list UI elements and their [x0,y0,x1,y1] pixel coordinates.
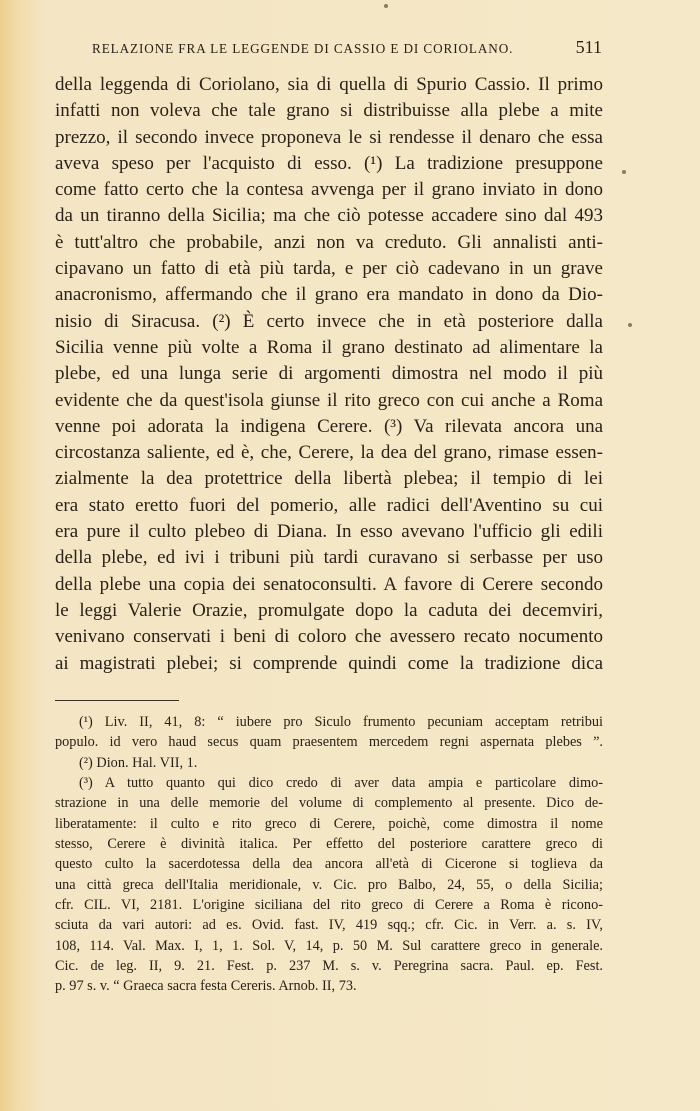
footnote-line: Cic. de leg. II, 9. 21. Fest. p. 237 M. s. v. Peregrina sacra. Paul. ep. Fest. [55,958,603,975]
footnote-2: (²) Dion. Hal. VII, 1. [79,754,198,771]
body-line: plebe, ed una lunga serie di argomenti dimostra nel modo il più [55,363,603,385]
body-line: cipavano un fatto di età più tarda, e per ciò cadevano in un grave [55,258,603,280]
body-line: aveva speso per l'acquisto di esso. (¹) La tradizione presuppone [55,152,603,174]
page-header [92,37,602,61]
footnote-line: populo. id vero haud secus quam praesentem mercedem regni aspernata plebes ”. [55,734,603,751]
body-line: ai magistrati plebei; si comprende quindi come la tradizione dica [55,652,603,674]
page-number: 511 [575,37,602,57]
footnote-3: (³) A tutto quanto qui dico credo di aver data ampia e particolare dimo- [79,775,603,792]
paper-speck [628,323,632,327]
body-line: zialmente la dea protettrice della libertà plebea; il tempio di lei [55,468,603,490]
body-line: evidente che da quest'isola giunse il rito greco con cui anche a Roma [55,389,603,411]
body-line: della leggenda di Coriolano, sia di quella di Spurio Cassio. Il primo [55,74,603,95]
body-line: circostanza saliente, ed è, che, Cerere, la dea del grano, rimase essen- [55,442,603,464]
body-line: anacronismo, affermando che il grano era mandato in dono da Dio- [55,284,603,306]
paper-speck [384,4,388,8]
body-line: era pure il culto plebeo di Diana. In esso avevano l'ufficio gli edili [55,521,603,543]
paper-speck [622,170,626,174]
footnote-rule [55,700,179,701]
body-line: da un tiranno della Sicilia; ma che ciò potesse accadere sino dal 493 [55,205,603,227]
body-text [55,72,603,677]
footnote-line: sciuta da vari autori: ad es. Ovid. fast. IV, 419 sqq.; cfr. Cic. in Verr. a. s. IV, [55,917,603,934]
body-line: era stato eretto fuori del pomerio, alle radici dell'Aventino su cui [55,494,603,516]
body-line: è tutt'altro che probabile, anzi non va creduto. Gli annalisti anti- [55,231,603,253]
body-line: Sicilia venne più volte a Roma il grano destinato ad alimentare la [55,336,603,358]
body-line: venne poi adorata la indigena Cerere. (³) Va rilevata ancora una [55,415,603,437]
body-line: venivano conservati i beni di coloro che avessero recato nocumento [55,626,603,648]
footnote-line: una città greca dell'Italia meridionale, v. Cic. pro Balbo, 24, 55, o della Sicilia; [55,876,603,893]
body-line: le leggi Valerie Orazie, promulgate dopo la caduta dei decemviri, [55,599,603,621]
footnote-line: strazione in una delle memorie del volume di complemento al presente. Dico de- [55,795,603,812]
footnote-line: 108, 114. Val. Max. I, 1, 1. Sol. V, 14, p. 50 M. Sul carattere greco in generale. [55,937,603,954]
footnote-line: cfr. CIL. VI, 2181. L'origine siciliana del rito greco di Cerere a Roma è ricono- [55,897,603,914]
footnote-line: stesso, Cerere è divinità italica. Per effetto del posteriore carattere greco di [55,836,603,853]
body-line: prezzo, il secondo invece proponeva le si rendesse il denaro che essa [55,126,603,148]
body-line: della plebe una copia dei senatoconsulti. A favore di Cerere secondo [55,573,603,595]
footnote-line: questo culto la sacerdotessa della dea ancora all'età di Cicerone si toglieva da [55,856,603,873]
body-line: come fatto certo che la contesa avvenga per il grano inviato in dono [55,179,603,201]
footnote-line: p. 97 s. v. “ Graeca sacra festa Cereris. Arnob. II, 73. [55,978,357,995]
footnote-line: liberatamente: il culto e rito greco di Cerere, poichè, come dimostra il nome [55,815,603,832]
footnote-1: (¹) Liv. II, 41, 8: “ iubere pro Siculo frumento pecuniam acceptam retribui [79,714,603,730]
body-line: infatti non voleva che tale grano si distribuisse alla plebe a mite [55,100,603,122]
body-line: nisio di Siracusa. (²) È certo invece che in età posteriore dalla [55,310,603,332]
running-title: RELAZIONE FRA LE LEGGENDE DI CASSIO E DI CORIOLANO. [92,41,514,56]
body-line: della plebe, ed ivi i tribuni più tardi curavano si serbasse per uso [55,547,603,569]
footnotes [55,712,603,997]
